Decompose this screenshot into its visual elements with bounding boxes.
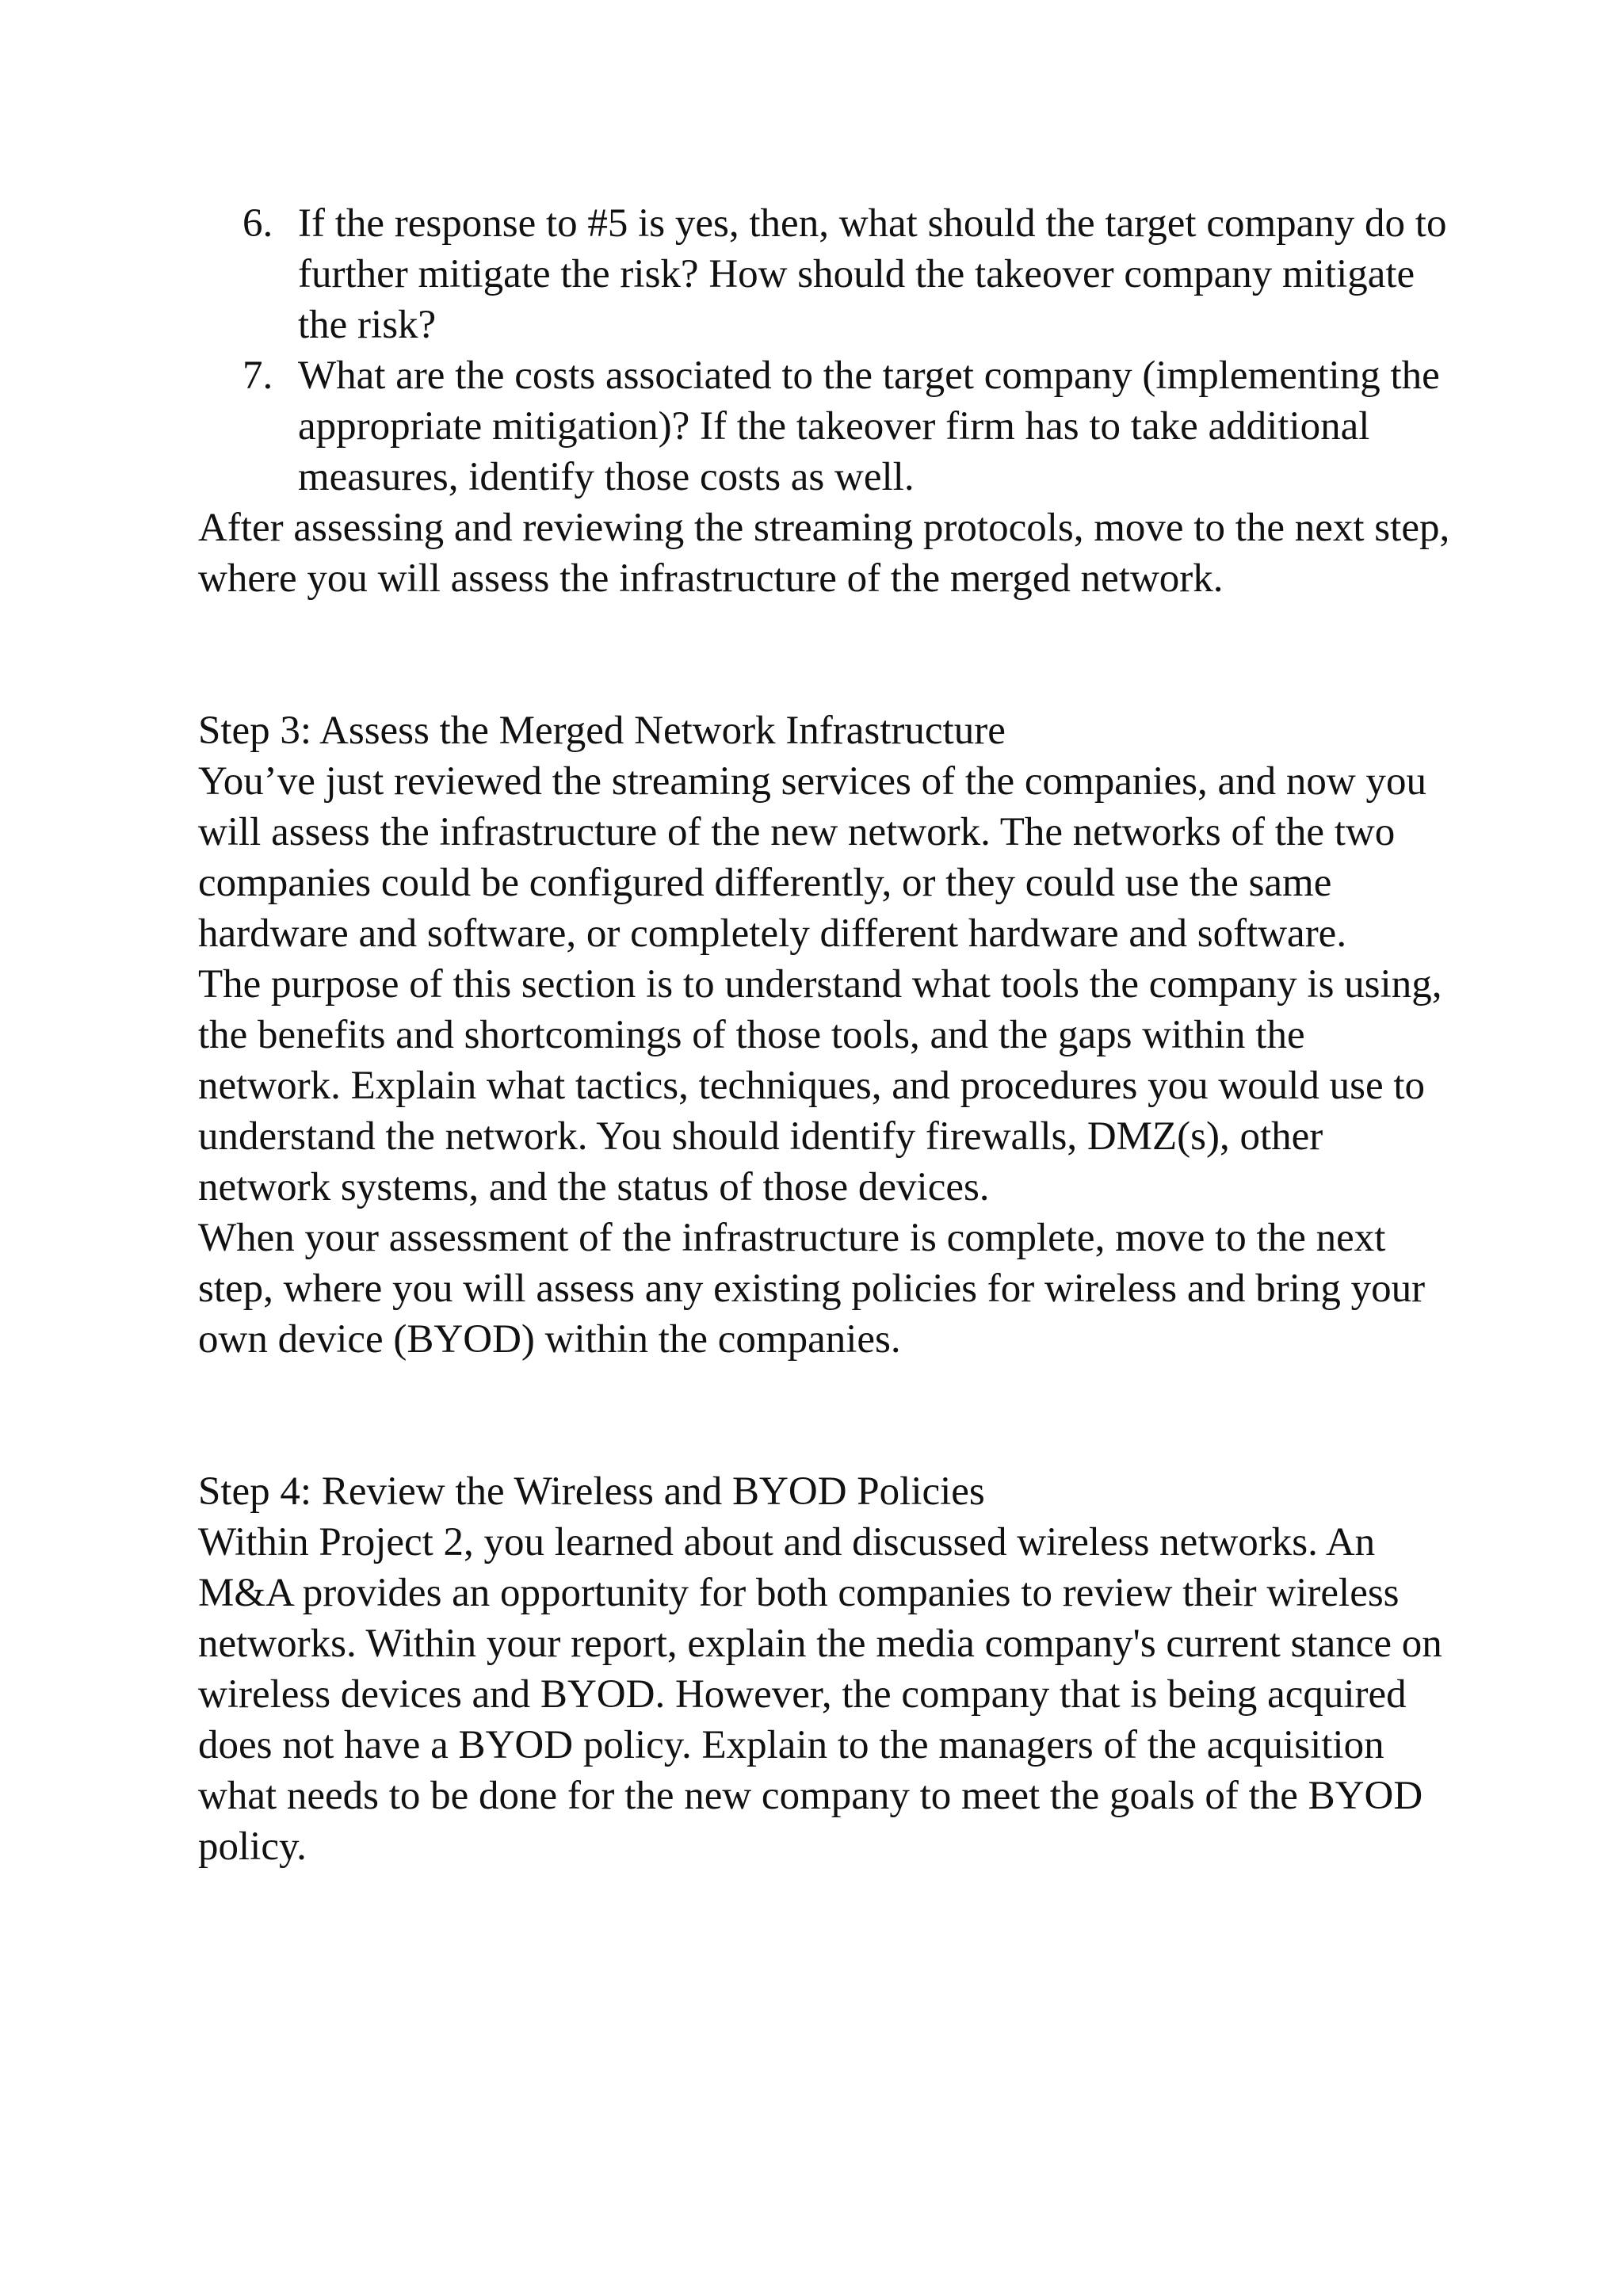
list-item-text: What are the costs associated to the target company (implementing the appropriate mitigation)? If the takeover firm has to take additional measures, identify those costs as well. (298, 353, 1440, 499)
step3-paragraph: You’ve just reviewed the streaming services of the companies, and now you will assess the infrastructure of the new network. The networks of the two companies could be configured differently, or they could use the same hardware and software, or completely different hardware and software. (198, 759, 1426, 956)
numbered-question-list (198, 198, 1450, 502)
list-item (198, 350, 1450, 502)
list-item (198, 198, 1450, 350)
step3-section (198, 705, 1450, 1365)
list-item-number: 6. (242, 201, 273, 246)
list-item-number: 7. (242, 353, 273, 398)
step4-section (198, 1466, 1450, 1872)
step3-heading: Step 3: Assess the Merged Network Infrastructure (198, 709, 1006, 753)
step4-heading: Step 4: Review the Wireless and BYOD Policies (198, 1469, 985, 1514)
step3-paragraph: The purpose of this section is to understand what tools the company is using, the benefits and shortcomings of those tools, and the gaps within the network. Explain what tactics, techniques, and procedures you would use to understand the network. You should identify firewalls, DMZ(s), other network systems, and the status of those devices. (198, 962, 1442, 1209)
list-item-text: If the response to #5 is yes, then, what should the target company do to further mitigate the risk? How should the takeover company mitigate the risk? (298, 201, 1447, 347)
step3-paragraph: When your assessment of the infrastructure is complete, move to the next step, where you will assess any existing policies for wireless and bring your own device (BYOD) within the companies. (198, 1216, 1426, 1362)
document-page (198, 198, 1450, 1872)
transition-paragraph: After assessing and reviewing the streaming protocols, move to the next step, where you will assess the infrastructure of the merged network. (198, 506, 1450, 601)
step4-paragraph: Within Project 2, you learned about and discussed wireless networks. An M&A provides an opportunity for both companies to review their wireless networks. Within your report, explain the media company's current stance on wireless devices and BYOD. However, the company that is being acquired does not have a BYOD policy. Explain to the managers of the acquisition what needs to be done for the new company to meet the goals of the BYOD policy. (198, 1520, 1442, 1869)
